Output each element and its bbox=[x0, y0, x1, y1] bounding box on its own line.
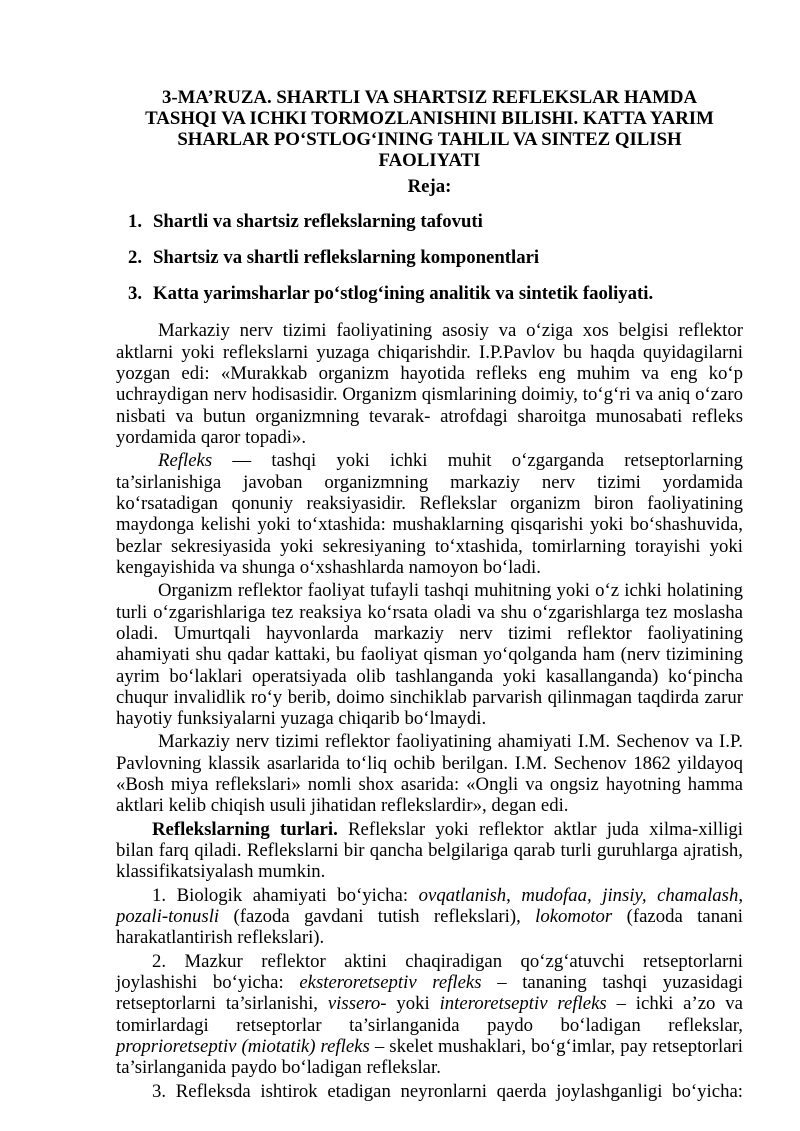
plan-heading: Reja: bbox=[407, 176, 452, 197]
title-line: SHARLAR PO‘STLOG‘INING TAHLIL VA SINTEZ QILISH bbox=[177, 129, 682, 150]
body-paragraph bbox=[116, 819, 743, 883]
body-paragraph bbox=[116, 320, 743, 448]
italic-term: lokomotor bbox=[535, 905, 613, 927]
paragraph-text: Organizm reflektor faoliyat tufayli tashqi muhitning yoki o‘z ichki holatining turli o‘zgarishlariga tez reaksiya ko‘rsata oladi va shu o‘zgarishlarga tez moslasha oladi. Umurtqali hayvonlarda markaziy nerv tizimi reflektor faoliyatining ahamiyati shu qadar kattaki, bu faoliyat qisman yo‘qolganda ham (nerv tizimining ayrim bo‘laklari operatsiyada olib tashlanganda yoki kasallanganda) ko‘pincha chuqur invalidlik ro‘y berib, doimo sinchiklab parvarish qilinmagan taqdirda zarur hayotiy funksiyalarni yuzaga chiqarib bo‘lmaydi. bbox=[116, 580, 743, 730]
italic-term: pozali-tonusli bbox=[116, 905, 220, 927]
paragraph-text: 3. Refleksda ishtirok etadigan neyronlarni qaerda joylashganligi bo‘yicha: bbox=[152, 1080, 743, 1102]
italic-term: eksteroretseptiv refleks bbox=[299, 971, 482, 993]
paragraph-text: Markaziy nerv tizimi reflektor faoliyatining ahamiyati I.M. Sechenov va I.P. Pavlovning klassik asarlarida to‘liq ochib berilgan. I.M. Sechenov 1862 yildayoq «Bosh miya reflekslari» nomli shox asarida: «Ongli va ongsiz hayotning hamma aktlari kelib chiqish usuli jihatidan reflekslardir», degan edi. bbox=[116, 731, 743, 817]
paragraph-text: – ichki a’zo va tomirlardagi retseptorlar ta’sirlanganida paydo bo‘ladigan reflekslar, bbox=[116, 993, 743, 1036]
paragraph-text: (fazoda tanani harakatlantirish reflekslari). bbox=[116, 905, 743, 949]
lecture-title bbox=[116, 87, 743, 171]
paragraph-text: 1. Biologik ahamiyati bo‘yicha: bbox=[152, 884, 419, 906]
paragraph-text: 2. Mazkur reflektor aktini chaqiradigan qo‘zg‘atuvchi retseptorlarni joylashishi bo‘yicha: bbox=[116, 950, 743, 993]
bold-subheading: Reflekslarning turlari. bbox=[152, 818, 338, 840]
paragraph-text: – skelet mushaklari, bo‘g‘imlar, pay retseptorlari ta’sirlanganida paydo bo‘ladigan reflekslar. bbox=[116, 1035, 743, 1079]
plan-item bbox=[116, 283, 743, 304]
body-paragraph bbox=[116, 951, 743, 1079]
plan-item-text: Shartli va shartsiz reflekslarning tafovuti bbox=[153, 211, 483, 233]
title-line: FAOLIYATI bbox=[378, 150, 481, 171]
body-paragraph bbox=[116, 731, 743, 816]
plan-item bbox=[116, 211, 743, 232]
italic-term: mudofaa, jinsiy, chamalash bbox=[521, 884, 739, 906]
paragraph-text: — tashqi yoki ichki muhit o‘zgarganda retseptorlarning ta’sirlanishiga javoban organizmning markaziy nerv tizimi yordamida ko‘rsatadigan qonuniy reaksiyasidir. Reflekslar organizm biron faoliyatining maydonga kelishi yoki to‘xtashida: mushaklarning qisqarishi yoki bo‘shashuvida, bezlar sekresiyasida yoki sekresiyaning to‘xtashida, tomirlarning torayishi yoki kengayishida va shunga o‘xshashlarda namoyon bo‘ladi. bbox=[116, 450, 743, 578]
plan-item-number: 3. bbox=[128, 283, 143, 305]
title-line: TASHQI VA ICHKI TORMOZLANISHINI BILISHI. KATTA YARIM bbox=[145, 108, 714, 129]
plan-item-text: Shartsiz va shartli reflekslarning komponentlari bbox=[153, 247, 540, 269]
paragraph-text: yoki bbox=[386, 993, 440, 1015]
italic-term: vissero- bbox=[327, 993, 387, 1015]
body-paragraph bbox=[116, 580, 743, 729]
plan-list bbox=[116, 211, 743, 304]
plan-item-number: 2. bbox=[128, 247, 143, 269]
body-paragraph bbox=[116, 450, 743, 578]
paragraph-text: (fazoda gavdani tutish reflekslari), bbox=[219, 905, 536, 927]
italic-term: ovqatlanish bbox=[418, 884, 507, 906]
italic-term: proprioretseptiv (miotatik) refleks bbox=[116, 1035, 370, 1057]
paragraph-text: – tananing tashqi yuzasidagi retseptorlarni ta’sirlanishi, bbox=[116, 971, 743, 1015]
paragraph-text: , bbox=[506, 884, 522, 906]
paragraph-text: , bbox=[738, 884, 744, 906]
plan-item-number: 1. bbox=[128, 211, 143, 233]
body-paragraph bbox=[116, 885, 743, 949]
italic-term: interoretseptiv refleks bbox=[439, 993, 607, 1015]
plan-item bbox=[116, 247, 743, 268]
plan-item-text: Katta yarimsharlar po‘stlog‘ining analitik va sintetik faoliyati. bbox=[153, 283, 654, 305]
paragraph-text: Reflekslar yoki reflektor aktlar juda xilma-xilligi bilan farq qiladi. Reflekslarni bir qancha belgilariga qarab turli guruhlarga ajratish, klassifikatsiyalash mumkin. bbox=[116, 818, 743, 883]
paragraph-text: Markaziy nerv tizimi faoliyatining asosiy va o‘ziga xos belgisi reflektor aktlarni yoki reflekslarni yuzaga chiqarishdir. I.P.Pavlov bu haqda quyidagilarni yozgan edi: «Murakkab organizm hayotida refleks eng muhim va eng ko‘p uchraydigan nerv hodisasidir. Organizm qismlarining doimiy, to‘g‘ri va aniq o‘zaro nisbati va butun organizmning tevarak- atrofdagi sharoitga munosabati refleks yordamida qaror topadi». bbox=[116, 320, 743, 448]
title-line: 3-MA’RUZA. SHARTLI VA SHARTSIZ REFLEKSLAR HAMDA bbox=[161, 87, 698, 108]
body-paragraph bbox=[116, 1081, 743, 1102]
italic-term: Refleks bbox=[158, 450, 213, 472]
